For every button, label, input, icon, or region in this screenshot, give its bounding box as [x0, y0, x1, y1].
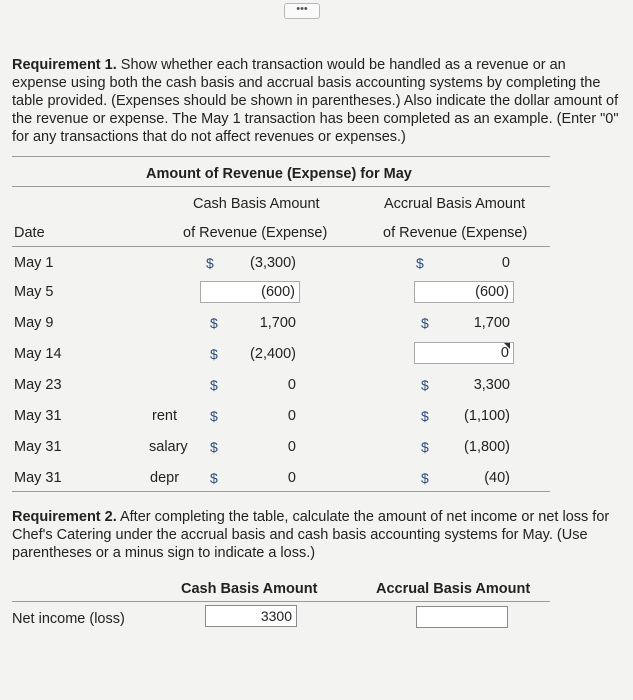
cash-amount-cell: 0: [287, 470, 296, 486]
table-row-label: rent: [152, 408, 177, 424]
requirement-2-instructions: [12, 508, 617, 562]
divider: [12, 246, 550, 247]
cash-currency-symbol: $: [210, 315, 218, 331]
cash-column-header-line1: Cash Basis Amount: [193, 196, 320, 212]
table-row-date: May 31: [14, 408, 62, 424]
accrual-currency-symbol: $: [421, 439, 429, 455]
table-row-date: May 31: [14, 470, 62, 486]
requirement-1-label: Requirement 1.: [12, 57, 117, 73]
cash-currency-symbol: $: [210, 439, 218, 455]
cash-amount-cell: 1,700: [259, 315, 296, 331]
cash-currency-symbol: $: [210, 346, 218, 362]
accrual-amount-input[interactable]: 0: [414, 342, 514, 364]
divider: [12, 601, 550, 602]
accrual-amount-cell: 3,300: [473, 377, 510, 393]
selected-cell-marker-icon: [504, 343, 510, 349]
date-column-header: Date: [14, 225, 45, 241]
cash-amount-cell: 0: [287, 408, 296, 424]
accrual-currency-symbol: $: [416, 255, 424, 271]
table-row-date: May 9: [14, 315, 54, 331]
more-options-button[interactable]: •••: [284, 3, 320, 19]
net-income-cash-header: Cash Basis Amount: [181, 581, 318, 597]
cash-amount-cell: 0: [287, 377, 296, 393]
accrual-amount-cell: 0: [501, 255, 510, 271]
accrual-column-header-line1: Accrual Basis Amount: [384, 196, 526, 212]
requirement-1-instructions: [12, 56, 624, 146]
accrual-amount-cell: (40): [484, 470, 510, 486]
net-income-row-label: Net income (loss): [12, 611, 125, 627]
table-row-date: May 23: [14, 377, 62, 393]
requirement-2-label: Requirement 2.: [12, 509, 117, 525]
accrual-currency-symbol: $: [421, 377, 429, 393]
table-row-date: May 14: [14, 346, 62, 362]
cash-currency-symbol: $: [210, 470, 218, 486]
net-income-accrual-input[interactable]: [416, 606, 508, 628]
cash-currency-symbol: $: [206, 255, 214, 271]
table-row-date: May 31: [14, 439, 62, 455]
cash-amount-cell: 0: [287, 439, 296, 455]
divider: [12, 186, 550, 187]
requirement-1-text: Show whether each transaction would be handled as a revenue or an expense using both the cash basis and accrual basis accounting systems by completing the table provided. (Expenses should be shown in parentheses.) Also indicate the dollar amount of the revenue or expense. The May 1 transaction has been completed as an example. (Enter "0" for any transactions that do not affect revenues or expenses.): [12, 57, 619, 145]
requirement-2-text: After completing the table, calculate the amount of net income or net loss for Chef's Catering under the accrual basis and cash basis accounting systems for May. (Use parentheses or a minus sign to indicate a loss.): [12, 509, 610, 561]
accrual-amount-cell: (1,100): [464, 408, 510, 424]
cash-currency-symbol: $: [210, 408, 218, 424]
cash-currency-symbol: $: [210, 377, 218, 393]
divider: [12, 491, 550, 492]
table-super-header: Amount of Revenue (Expense) for May: [146, 166, 412, 182]
table-row-label: depr: [150, 470, 180, 486]
accrual-amount-cell: 1,700: [473, 315, 510, 331]
cash-amount-input[interactable]: (600): [200, 281, 300, 303]
table-row-date: May 5: [14, 284, 54, 300]
accrual-column-header-line2: of Revenue (Expense): [383, 225, 528, 241]
cash-column-header-line2: of Revenue (Expense): [183, 225, 328, 241]
accrual-currency-symbol: $: [421, 470, 429, 486]
table-row-date: May 1: [14, 255, 54, 271]
cash-amount-cell: (2,400): [250, 346, 296, 362]
cash-amount-cell: (3,300): [250, 255, 296, 271]
accrual-amount-cell: (1,800): [464, 439, 510, 455]
divider: [12, 156, 550, 157]
accrual-currency-symbol: $: [421, 315, 429, 331]
net-income-accrual-header: Accrual Basis Amount: [376, 581, 531, 597]
net-income-cash-input[interactable]: 3300: [205, 605, 297, 627]
accrual-currency-symbol: $: [421, 408, 429, 424]
accrual-amount-input[interactable]: (600): [414, 281, 514, 303]
table-row-label: salary: [149, 439, 188, 455]
